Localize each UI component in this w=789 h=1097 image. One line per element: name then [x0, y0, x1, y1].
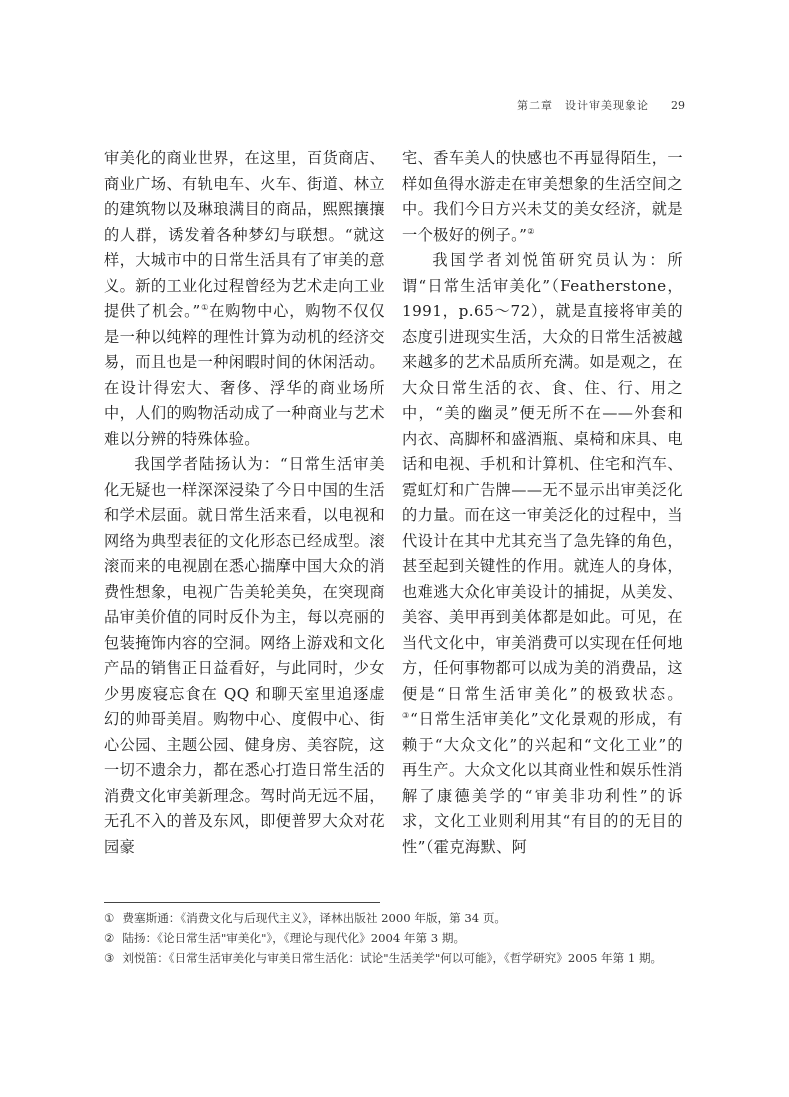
- footnotes: [104, 908, 686, 968]
- left-column: [104, 146, 385, 860]
- footnote-2-text: 陆扬：《论日常生活"审美化"》，《理论与现代化》2004 年第 3 期。: [122, 931, 466, 945]
- footnote-1: [104, 908, 686, 928]
- left-p1-text-b: 在购物中心，购物不仅仅是一种以纯粹的理性计算为动机的经济交易，而且也是一种闲暇时间的休闲活动。在设计得宏大、奢侈、浮华的商业场所中，人们的购物活动成了一种商业与艺术难以分辨的特殊体验。: [104, 302, 386, 448]
- footnote-2: [104, 928, 686, 948]
- footnote-divider: [104, 902, 380, 903]
- right-paragraph-2: [402, 248, 683, 860]
- left-p1-text-a: 审美化的商业世界，在这里，百货商店、商业广场、有轨电车、火车、街道、林立的建筑物以及琳琅满目的商品，熙熙攘攘的人群，诱发着各种梦幻与联想。“就这样，大城市中的日常生活具有了审美的意义。新的工业化过程曾经为艺术走向工业提供了机会。”: [104, 149, 385, 320]
- right-p2-text-b: “日常生活审美化”文化景观的形成，有赖于“大众文化”的兴起和“文化工业”的再生产。大众文化以其商业性和娱乐性消解了康德美学的“审美非功利性”的诉求，文化工业则利用其“有目的的无目的性”（霍克海默、阿: [402, 710, 683, 856]
- footnote-1-text: 费塞斯通：《消费文化与后现代主义》，译林出版社 2000 年版，第 34 页。: [122, 911, 507, 925]
- footnote-ref-3[interactable]: ③: [402, 710, 410, 720]
- footnote-3: [104, 948, 686, 968]
- footnote-ref-1[interactable]: ①: [200, 302, 210, 312]
- right-p1-text: 宅、香车美人的快感也不再显得陌生，一样如鱼得水游走在审美想象的生活空间之中。我们今日方兴未艾的美女经济，就是一个极好的例子。”: [402, 149, 683, 244]
- right-p2-text-a: 我国学者刘悦笛研究员认为：所谓“日常生活审美化”（Featherstone，1991，p.65～72），就是直接将审美的态度引进现实生活，大众的日常生活被越来越多的艺术品质所充满。如是观之，在大众日常生活的衣、食、住、行、用之中，“美的幽灵”便无所不在——外套和内衣、高脚杯和盛酒瓶、桌椅和床具、电话和电视、手机和计算机、住宅和汽车、霓虹灯和广告牌——无不显示出审美泛化的力量。而在这一审美泛化的过程中，当代设计在其中尤其充当了急先锋的角色，甚至起到关键性的作用。就连人的身体，也难逃大众化审美设计的捕捉，从美发、美容、美甲再到美体都是如此。可见，在当代文化中，审美消费可以实现在任何地方，任何事物都可以成为美的消费品，这便是“日常生活审美化”的极致状态。: [402, 251, 683, 703]
- footnote-ref-2[interactable]: ②: [527, 226, 535, 236]
- right-column: [402, 146, 683, 860]
- footnote-2-mark: ②: [104, 931, 115, 945]
- chapter-title: 第二章 设计审美现象论: [517, 99, 649, 112]
- footnote-1-mark: ①: [104, 911, 115, 925]
- page-number: 29: [671, 99, 685, 112]
- left-paragraph-2: 我国学者陆扬认为：“日常生活审美化无疑也一样深深浸染了今日中国的生活和学术层面。就日常生活来看，以电视和网络为典型表征的文化形态已经成型。滚滚而来的电视剧在悉心揣摩中国大众的消费性想象，电视广告美轮美奂，在突现商品审美价值的同时反仆为主，每以亮丽的包装掩饰内容的空洞。网络上游戏和文化产品的销售正日益看好，与此同时，少女少男废寝忘食在 QQ 和聊天室里追逐虚幻的帅哥美眉。购物中心、度假中心、街心公园、主题公园、健身房、美容院，这一切不遗余力，都在悉心打造日常生活的消费文化审美新理念。驾时尚无远不届，无孔不入的普及东风，即便普罗大众对花园豪: [104, 455, 385, 856]
- footnote-3-mark: ③: [104, 951, 115, 965]
- left-paragraph-1: [104, 146, 385, 452]
- running-header: [517, 97, 685, 113]
- right-paragraph-1: [402, 146, 683, 248]
- footnote-3-text: 刘悦笛：《日常生活审美化与审美日常生活化：试论"生活美学"何以可能》，《哲学研究》2005 年第 1 期。: [122, 951, 663, 965]
